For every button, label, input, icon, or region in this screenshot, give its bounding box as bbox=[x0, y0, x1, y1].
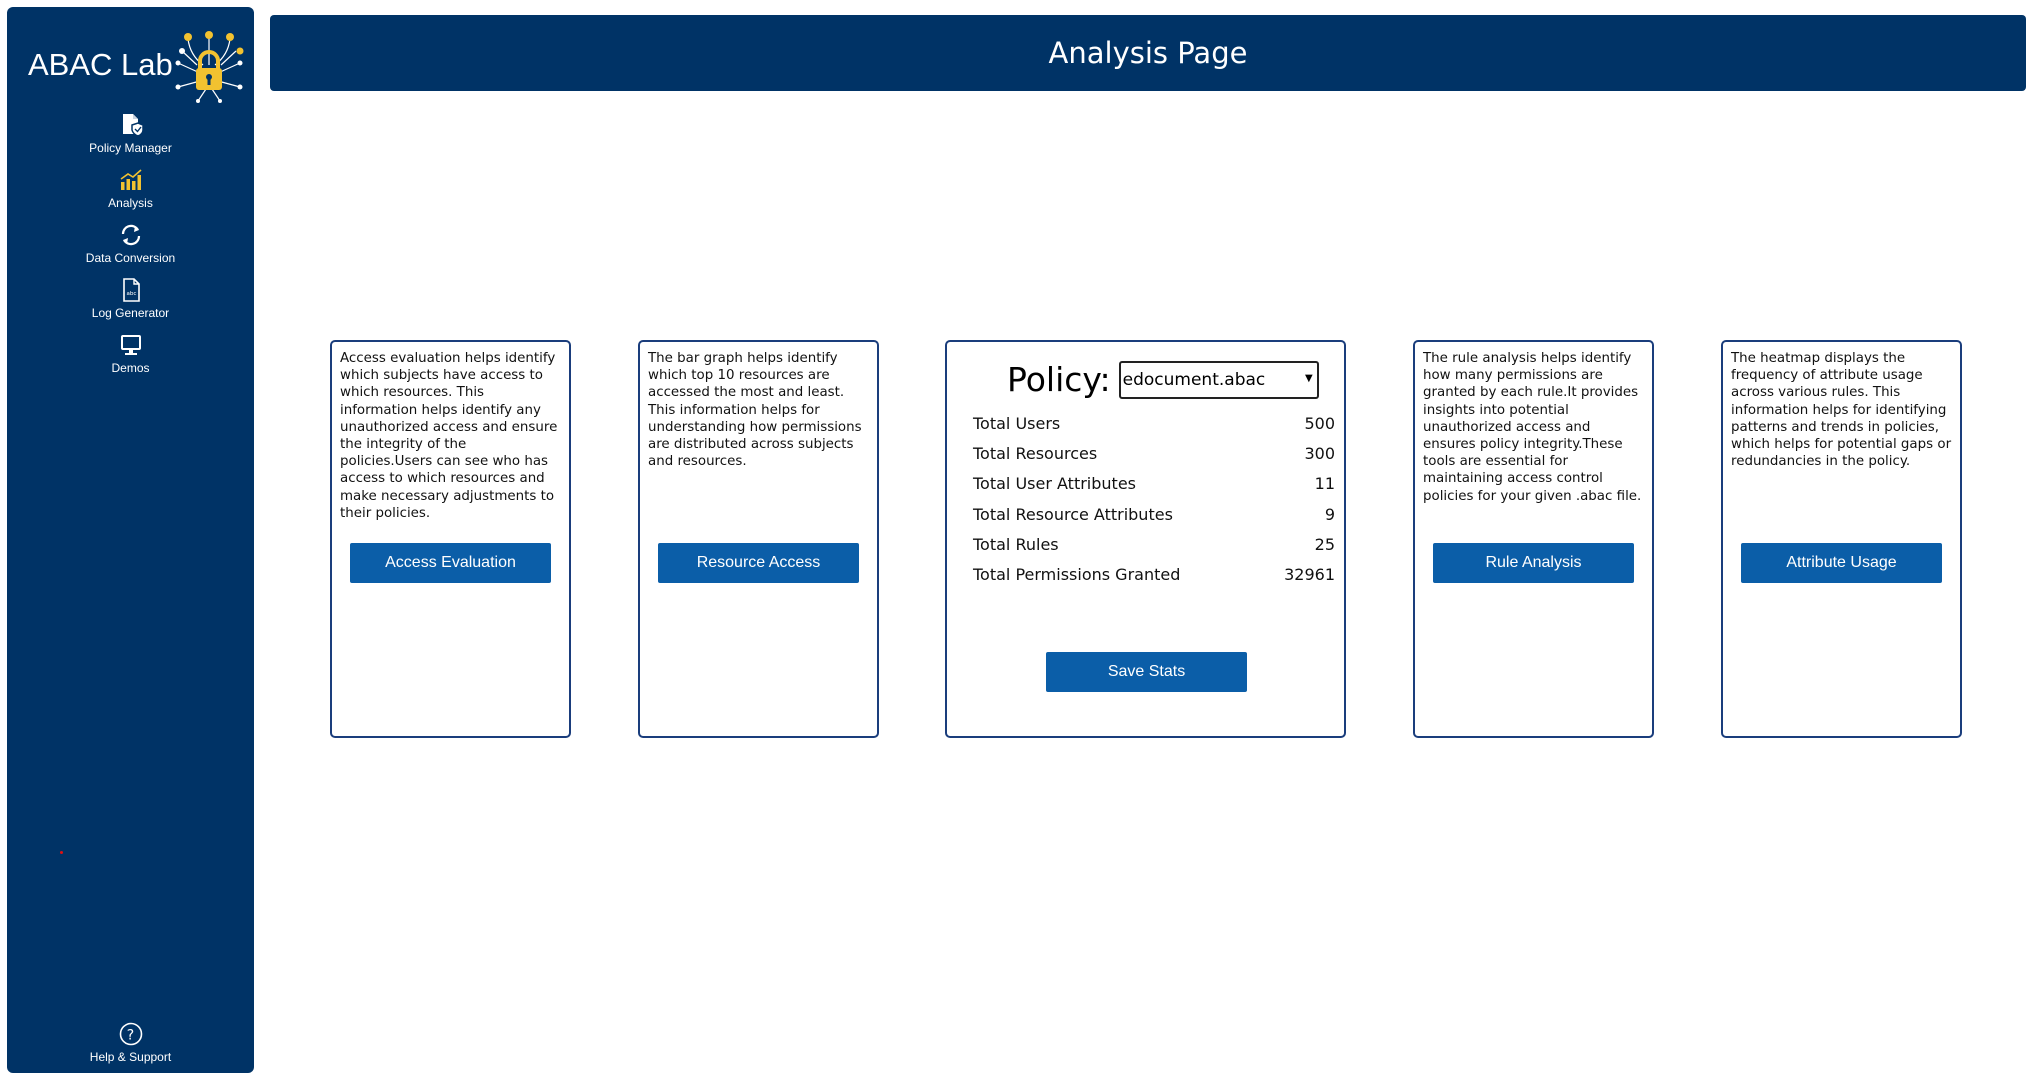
bar-chart-icon bbox=[118, 167, 144, 193]
stat-value: 9 bbox=[1324, 504, 1335, 524]
brand-title: ABAC Lab bbox=[28, 47, 173, 82]
sidebar-item-log-generator[interactable] bbox=[7, 277, 254, 329]
sidebar-item-label: Analysis bbox=[108, 196, 153, 210]
card-description: The heatmap displays the frequency of attribute usage across various rules. This information helps for identifying patterns and trends in policies, which helps for potential gaps or redundancies in the policy. bbox=[1731, 351, 1952, 470]
rule-analysis-card bbox=[1413, 340, 1654, 738]
attribute-usage-button[interactable]: Attribute Usage bbox=[1741, 543, 1942, 583]
refresh-icon bbox=[118, 222, 144, 248]
policy-label: Policy: bbox=[1007, 360, 1111, 399]
stat-label: Total Users bbox=[973, 414, 1061, 433]
stat-row bbox=[973, 505, 1335, 535]
help-label: Help & Support bbox=[89, 1050, 172, 1064]
lock-network-logo-icon bbox=[170, 25, 248, 103]
card-description: Access evaluation helps identify which subjects have access to which resources. This information helps identify any unauthorized access and ensure the integrity of the policies.Users can see who has access to which resources and make necessary adjustments to their policies. bbox=[340, 351, 558, 521]
question-icon bbox=[118, 1021, 144, 1047]
access-evaluation-card bbox=[330, 340, 571, 738]
resource-access-card bbox=[638, 340, 879, 738]
stat-row bbox=[973, 474, 1335, 504]
rule-analysis-button[interactable]: Rule Analysis bbox=[1433, 543, 1634, 583]
stat-value: 500 bbox=[1304, 414, 1335, 433]
policy-select[interactable] bbox=[1119, 361, 1319, 399]
sidebar-item-label: Policy Manager bbox=[89, 141, 172, 155]
stat-value: 300 bbox=[1304, 444, 1335, 464]
stat-row bbox=[973, 444, 1335, 474]
monitor-icon bbox=[118, 332, 144, 358]
stat-row bbox=[973, 565, 1335, 595]
card-description: The bar graph helps identify which top 10 resources are accessed the most and least. This information helps for understanding how permissions are distributed across subjects and resources. bbox=[648, 351, 862, 470]
resource-access-button[interactable]: Resource Access bbox=[658, 543, 859, 583]
stat-value: 25 bbox=[1314, 534, 1335, 554]
sidebar-item-label: Log Generator bbox=[91, 306, 170, 320]
policy-stats-card bbox=[945, 340, 1346, 738]
page-header bbox=[270, 15, 2026, 91]
policy-row bbox=[1007, 360, 1319, 399]
sidebar-item-analysis[interactable] bbox=[7, 167, 254, 219]
stat-row bbox=[973, 535, 1335, 565]
log-file-icon bbox=[118, 277, 144, 303]
sidebar-item-demos[interactable] bbox=[7, 332, 254, 384]
stat-value: 11 bbox=[1314, 474, 1335, 494]
brand bbox=[20, 25, 250, 105]
sidebar bbox=[7, 7, 254, 1073]
policy-select-value: edocument.abac bbox=[1122, 369, 1266, 390]
page-title: Analysis Page bbox=[1048, 36, 1248, 70]
save-stats-button[interactable]: Save Stats bbox=[1046, 652, 1247, 692]
attribute-usage-card bbox=[1721, 340, 1962, 738]
svg-text:?: ? bbox=[126, 1027, 134, 1044]
stat-label: Total Permissions Granted bbox=[973, 564, 1181, 584]
stat-value: 32961 bbox=[1284, 564, 1335, 584]
red-dot-marker bbox=[60, 851, 63, 854]
sidebar-item-policy-manager[interactable] bbox=[7, 112, 254, 164]
document-shield-icon bbox=[118, 112, 144, 138]
stat-label: Total Resources bbox=[973, 444, 1098, 464]
stat-row bbox=[973, 414, 1335, 444]
access-evaluation-button[interactable]: Access Evaluation bbox=[350, 543, 551, 583]
dropdown-arrow-icon: ▼ bbox=[1304, 372, 1313, 384]
stats-table bbox=[973, 414, 1335, 595]
stat-label: Total Resource Attributes bbox=[973, 504, 1173, 524]
help-support-button[interactable] bbox=[7, 1021, 254, 1064]
sidebar-item-data-conversion[interactable] bbox=[7, 222, 254, 274]
card-description: The rule analysis helps identify how many permissions are granted by each rule.It provides insights into potential unauthorized access and ensures policy integrity.These tools are essential for maintaining access control policies for your given .abac file. bbox=[1423, 351, 1642, 504]
svg-text:abc: abc bbox=[126, 291, 136, 297]
stat-label: Total Rules bbox=[973, 534, 1059, 554]
stat-label: Total User Attributes bbox=[973, 474, 1136, 494]
sidebar-item-label: Data Conversion bbox=[85, 251, 176, 265]
sidebar-item-label: Demos bbox=[111, 361, 150, 375]
